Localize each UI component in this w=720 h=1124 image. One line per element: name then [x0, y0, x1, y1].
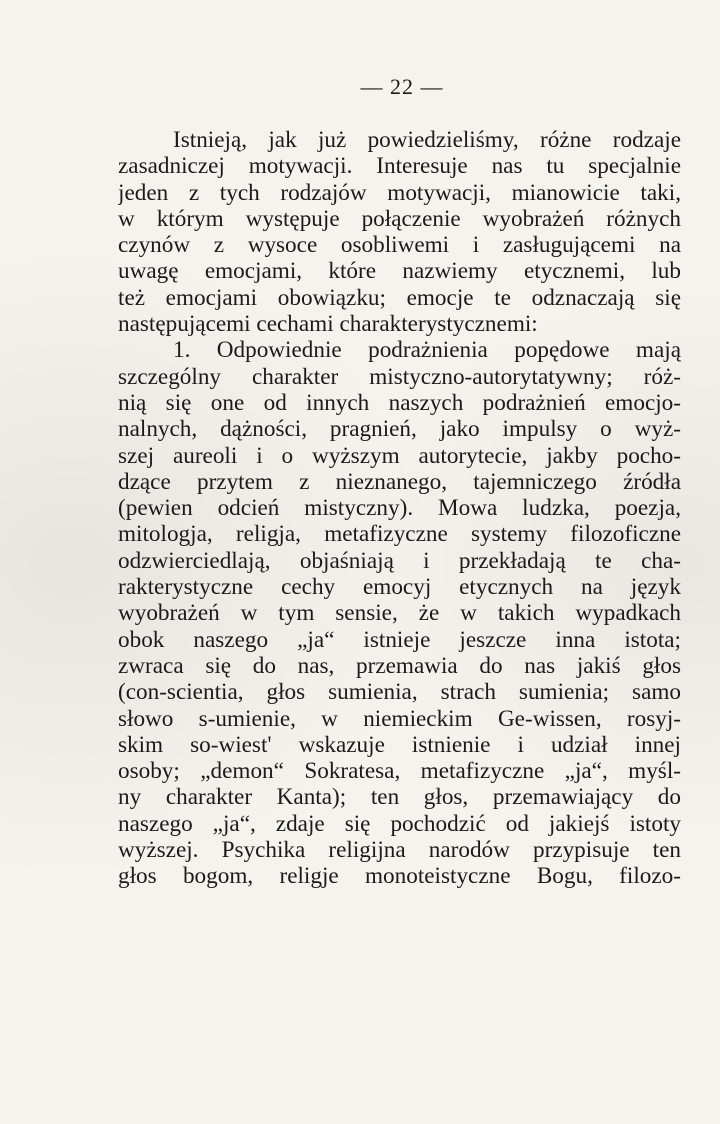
text-line: słowo s-umienie, w niemieckim Ge-wissen, rosyj-: [118, 705, 681, 732]
text-line: czynów z wysoce osobliwemi i zasługującemi na: [118, 232, 681, 259]
text-line: następującemi cechami charakterystycznemi:: [118, 311, 538, 338]
text-line: nalnych, dążności, pragnień, jako impulsy o wyż-: [118, 416, 681, 443]
text-line: ny charakter Kanta); ten głos, przemawiający do: [118, 784, 681, 811]
page-number: — 22 —: [360, 74, 444, 99]
text-line: obok naszego „ja“ istnieje jeszcze inna istota;: [118, 626, 681, 653]
text-line: (pewien odcień mistyczny). Mowa ludzka, poezja,: [118, 495, 681, 522]
text-line: w którym występuje połączenie wyobrażeń różnych: [118, 205, 681, 232]
text-line: też emocjami obowiązku; emocje te odznaczają się: [118, 284, 681, 311]
text-line: rakterystyczne cechy emocyj etycznych na język: [118, 574, 681, 601]
text-line: Istnieją, jak już powiedzieliśmy, różne rodzaje: [173, 127, 681, 153]
text-line: wyobrażeń w tym sensie, że w takich wypadkach: [118, 600, 681, 627]
text-line: 1. Odpowiednie podrażnienia popędowe mają: [173, 337, 681, 364]
text-line: wyższej. Psychika religijna narodów przypisuje ten: [118, 837, 681, 864]
text-line: (con-scientia, głos sumienia, strach sumienia; samo: [118, 679, 681, 706]
text-line: skim so-wiest' wskazuje istnienie i udział innej: [118, 731, 681, 758]
text-line: uwagę emocjami, które nazwiemy etycznemi, lub: [118, 258, 681, 285]
text-line: głos bogom, religje monoteistyczne Bogu, filozo-: [118, 863, 681, 890]
text-line: osoby; „demon“ Sokratesa, metafizyczne „ja“, myśl-: [118, 758, 681, 785]
text-line: zasadniczej motywacji. Interesuje nas tu specjalnie: [118, 153, 681, 180]
body-text: [118, 127, 681, 890]
text-line: szczególny charakter mistyczno-autorytatywny; róż-: [118, 363, 681, 390]
text-line: nią się one od innych naszych podrażnień emocjo-: [118, 389, 681, 416]
text-line: mitologja, religja, metafizyczne systemy filozoficzne: [118, 521, 681, 548]
text-line: zwraca się do nas, przemawia do nas jakiś głos: [118, 652, 681, 679]
text-line: odzwierciedlają, objaśniają i przekładają te cha-: [118, 547, 681, 574]
text-line: naszego „ja“, zdaje się pochodzić od jakiejś istoty: [118, 810, 681, 837]
text-line: dzące przytem z nieznanego, tajemniczego źródła: [118, 468, 681, 495]
text-line: szej aureoli i o wyższym autorytecie, jakby pocho-: [118, 442, 681, 469]
text-line: jeden z tych rodzajów motywacji, mianowicie taki,: [118, 179, 681, 206]
